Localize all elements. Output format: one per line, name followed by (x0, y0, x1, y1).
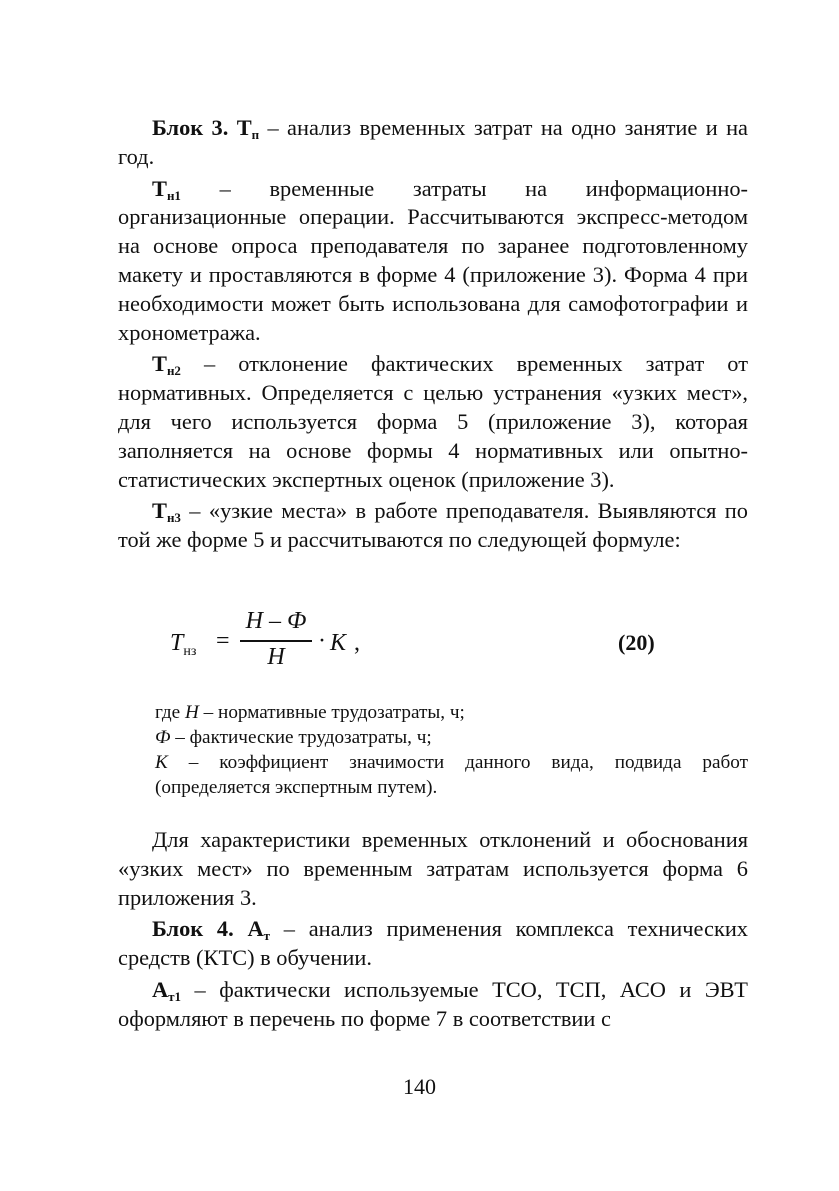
paragraph-text: Для характеристики временных отклонений и обоснования «узких мест» по временным затратам используется форма 6 приложения 3. (118, 827, 748, 910)
paragraph (118, 915, 748, 973)
paragraph-lead-subscript: т1 (168, 988, 182, 1004)
legend-text: – фактические трудозатраты, ч; (170, 727, 432, 748)
formula-number: (20) (618, 630, 655, 655)
paragraph-lead: Блок 4. А (152, 916, 264, 942)
paragraph-lead: Т (152, 175, 167, 201)
formula-numerator: H – Ф (245, 608, 307, 634)
paragraph-lead-subscript: н1 (166, 187, 181, 203)
formula-comma: , (354, 630, 360, 656)
paragraph-text: – анализ временных затрат на одно занятие и на год. (118, 115, 748, 169)
paragraph-lead-subscript: п (251, 127, 260, 142)
paragraph-lead-subscript: н2 (166, 363, 181, 379)
formula-lhs (170, 630, 196, 657)
paragraph-lead: Т (152, 498, 167, 524)
legend-text: – коэффициент значимости данного вида, подвида работ (определяется экспертным путем). (155, 752, 748, 798)
paragraph-text: – фактически используемые ТСО, ТСП, АСО и ЭВТ оформляют в перечень по форме 7 в соответствии с (118, 976, 748, 1031)
formula-multiply-dot: · (318, 628, 326, 654)
legend-item (155, 700, 748, 725)
legend-item (155, 750, 748, 800)
text-block-bottom (118, 826, 748, 1034)
formula-legend (155, 700, 748, 800)
legend-item (155, 725, 748, 750)
paragraph (118, 826, 748, 912)
paragraph-lead: Блок 3. Т (152, 115, 252, 140)
paragraph-text: – отклонение фактических временных затрат от нормативных. Определяется с целью устранения «узких мест», для чего используется форма 5 (приложение 3), которая заполняется на основе формы 4 нормативных или опытно-статистических экспертных оценок (приложение 3). (118, 351, 748, 492)
paragraph-lead-subscript: н3 (166, 510, 181, 526)
formula-lhs-symbol: T (170, 630, 184, 656)
paragraph-lead: А (152, 976, 169, 1002)
page-number: 140 (403, 1074, 436, 1099)
legend-symbol: Ф (155, 727, 171, 748)
formula-equals: = (216, 628, 230, 654)
formula-denominator: H (267, 643, 285, 670)
paragraph (118, 114, 748, 172)
paragraph-lead: Т (152, 351, 167, 377)
legend-prefix: где (155, 702, 185, 723)
paragraph (118, 497, 748, 555)
paragraph-text: – временные затраты на информационно-организационные операции. Рассчитываются экспресс-методом на основе опроса преподавателя по заранее подготовленному макету и проставляются в форме 4 (приложение 3). Форма 4 при необходимости может быть использована для самофотографии и хронометража. (118, 175, 748, 345)
legend-symbol: K (155, 752, 168, 773)
paragraph-lead-subscript: т (263, 928, 271, 944)
formula-fraction (240, 608, 312, 671)
paragraph (118, 175, 748, 348)
fraction-bar (240, 640, 312, 642)
paragraph (118, 976, 748, 1034)
paragraph-text: – «узкие места» в работе преподавателя. Выявляются по той же форме 5 и рассчитываются по следующей формуле: (118, 498, 748, 553)
formula-factor: K (330, 630, 347, 656)
formula-lhs-subscript: нз (183, 644, 197, 659)
paragraph (118, 350, 748, 494)
formula-20 (170, 608, 670, 678)
paragraph-text: – анализ применения комплекса технических средств (КТС) в обучении. (118, 916, 749, 971)
text-block-top (118, 114, 748, 555)
legend-symbol: H (185, 702, 199, 723)
legend-text: – нормативные трудозатраты, ч; (198, 702, 465, 723)
